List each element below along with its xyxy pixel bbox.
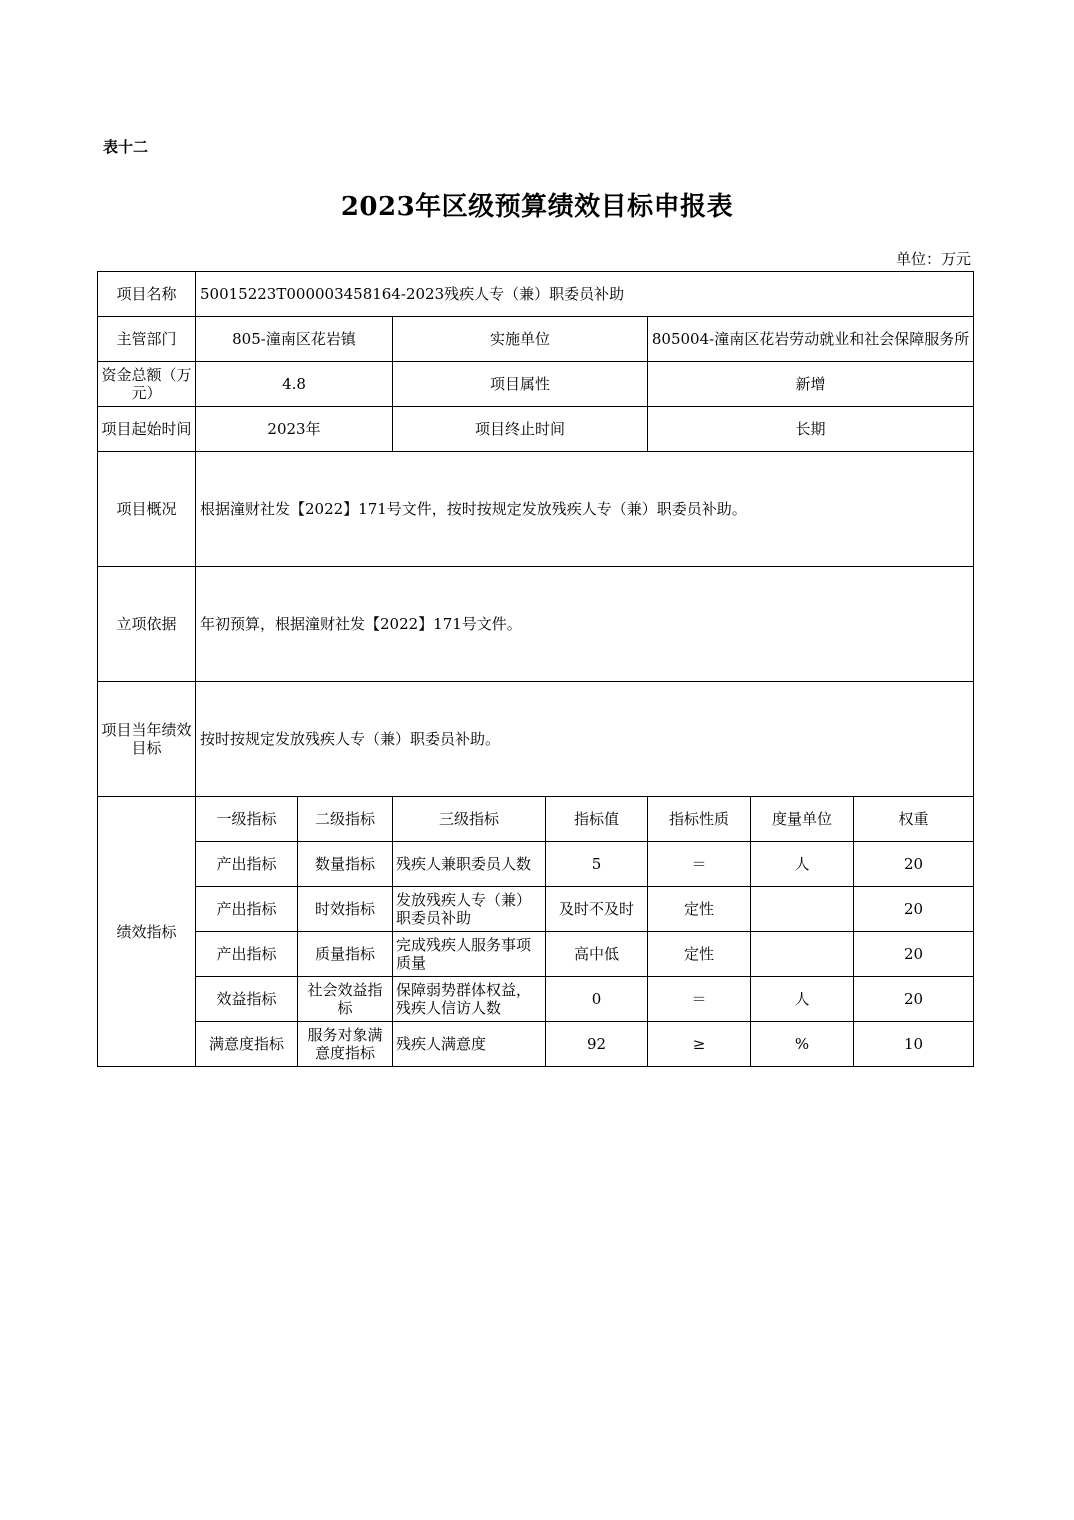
unit-label: 单位：万元	[895, 250, 971, 268]
total-funds-label: 资金总额（万元）	[98, 362, 196, 407]
project-name-row	[98, 272, 974, 317]
level1-indicator: 满意度指标	[196, 1022, 298, 1067]
column-header: 一级指标	[196, 797, 298, 842]
indicator-row	[98, 887, 974, 932]
annual-goal-label: 项目当年绩效目标	[98, 682, 196, 797]
indicator-nature: ＝	[648, 842, 751, 887]
indicator-nature: ≥	[648, 1022, 751, 1067]
project-attribute-label: 项目属性	[393, 362, 648, 407]
indicator-row	[98, 977, 974, 1022]
implementing-unit-label: 实施单位	[393, 317, 648, 362]
overview-row	[98, 452, 974, 567]
column-header: 度量单位	[751, 797, 854, 842]
project-name-value: 50015223T000003458164-2023残疾人专（兼）职委员补助	[196, 272, 974, 317]
total-funds-value: 4.8	[196, 362, 393, 407]
implementing-unit-value: 805004-潼南区花岩劳动就业和社会保障服务所	[648, 317, 974, 362]
column-header: 三级指标	[393, 797, 546, 842]
level2-indicator: 数量指标	[298, 842, 393, 887]
indicator-weight: 20	[854, 887, 974, 932]
basis-value: 年初预算，根据潼财社发【2022】171号文件。	[196, 567, 974, 682]
indicator-weight: 20	[854, 977, 974, 1022]
indicator-value: 5	[546, 842, 648, 887]
level2-indicator: 时效指标	[298, 887, 393, 932]
level1-indicator: 产出指标	[196, 887, 298, 932]
department-row	[98, 317, 974, 362]
indicator-nature: 定性	[648, 932, 751, 977]
funds-row	[98, 362, 974, 407]
indicators-section-label: 绩效指标	[98, 797, 196, 1067]
column-header: 权重	[854, 797, 974, 842]
indicator-row	[98, 842, 974, 887]
department-value: 805-潼南区花岩镇	[196, 317, 393, 362]
measurement-unit: 人	[751, 977, 854, 1022]
basis-label: 立项依据	[98, 567, 196, 682]
level1-indicator: 产出指标	[196, 842, 298, 887]
indicator-value: 0	[546, 977, 648, 1022]
end-time-label: 项目终止时间	[393, 407, 648, 452]
level2-indicator: 服务对象满意度指标	[298, 1022, 393, 1067]
end-time-value: 长期	[648, 407, 974, 452]
measurement-unit: %	[751, 1022, 854, 1067]
level2-indicator: 质量指标	[298, 932, 393, 977]
annual-goal-value: 按时按规定发放残疾人专（兼）职委员补助。	[196, 682, 974, 797]
indicator-weight: 10	[854, 1022, 974, 1067]
indicator-row	[98, 1022, 974, 1067]
indicator-row	[98, 932, 974, 977]
level3-indicator: 残疾人满意度	[393, 1022, 546, 1067]
indicator-header-row	[98, 797, 974, 842]
column-header: 二级指标	[298, 797, 393, 842]
indicator-value: 及时不及时	[546, 887, 648, 932]
period-row	[98, 407, 974, 452]
indicator-weight: 20	[854, 932, 974, 977]
column-header: 指标性质	[648, 797, 751, 842]
indicator-weight: 20	[854, 842, 974, 887]
level3-indicator: 发放残疾人专（兼）职委员补助	[393, 887, 546, 932]
indicator-nature: 定性	[648, 887, 751, 932]
project-attribute-value: 新增	[648, 362, 974, 407]
start-time-label: 项目起始时间	[98, 407, 196, 452]
table-number-label: 表十二	[103, 138, 149, 156]
measurement-unit	[751, 932, 854, 977]
column-header: 指标值	[546, 797, 648, 842]
performance-target-table	[97, 271, 974, 1067]
measurement-unit	[751, 887, 854, 932]
annual-goal-row	[98, 682, 974, 797]
start-time-value: 2023年	[196, 407, 393, 452]
overview-label: 项目概况	[98, 452, 196, 567]
level3-indicator: 完成残疾人服务事项质量	[393, 932, 546, 977]
level1-indicator: 效益指标	[196, 977, 298, 1022]
indicator-value: 92	[546, 1022, 648, 1067]
page-title: 2023年区级预算绩效目标申报表	[340, 192, 734, 222]
level3-indicator: 残疾人兼职委员人数	[393, 842, 546, 887]
level2-indicator: 社会效益指标	[298, 977, 393, 1022]
indicator-value: 高中低	[546, 932, 648, 977]
indicator-nature: ＝	[648, 977, 751, 1022]
measurement-unit: 人	[751, 842, 854, 887]
basis-row	[98, 567, 974, 682]
project-name-label: 项目名称	[98, 272, 196, 317]
level3-indicator: 保障弱势群体权益，残疾人信访人数	[393, 977, 546, 1022]
department-label: 主管部门	[98, 317, 196, 362]
level1-indicator: 产出指标	[196, 932, 298, 977]
overview-value: 根据潼财社发【2022】171号文件，按时按规定发放残疾人专（兼）职委员补助。	[196, 452, 974, 567]
